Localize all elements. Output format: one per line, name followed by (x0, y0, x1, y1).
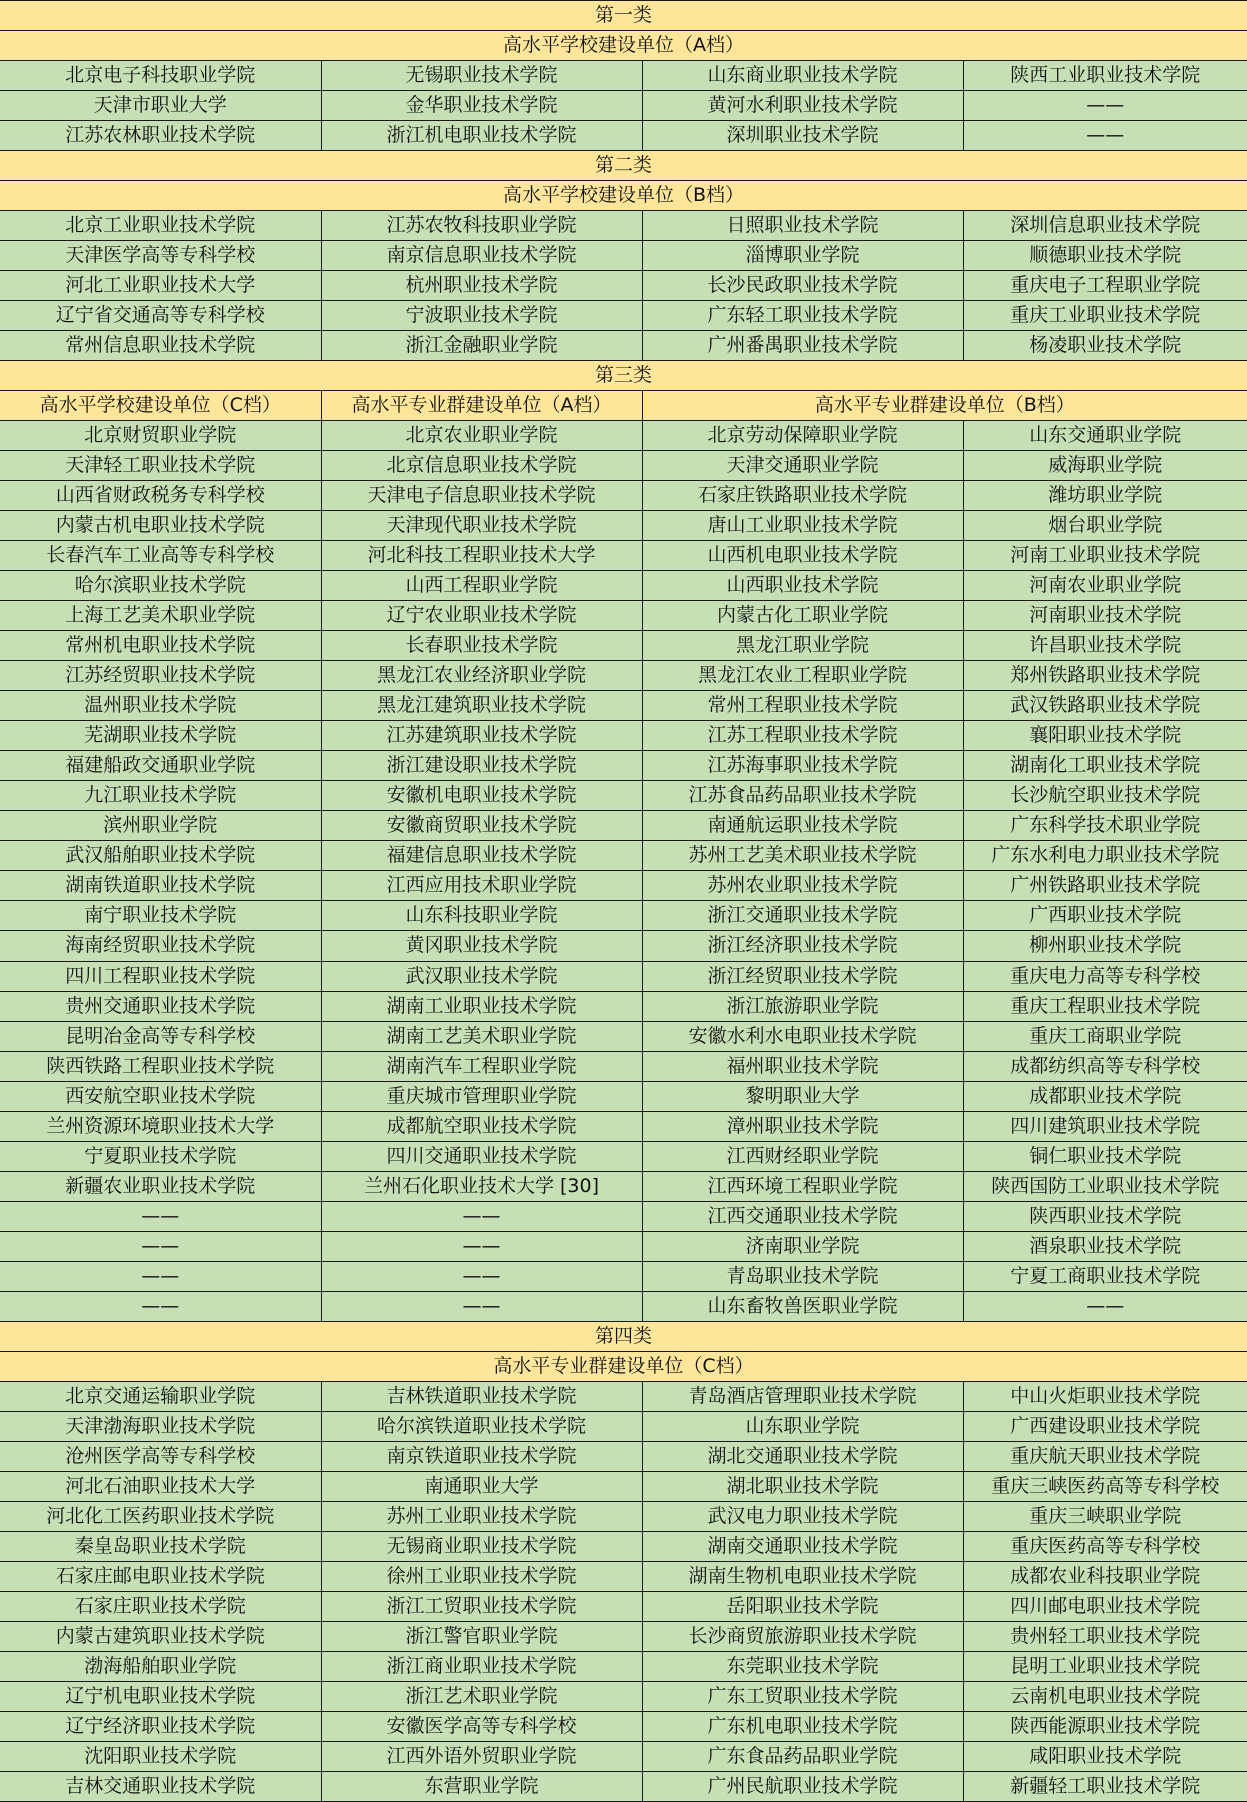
institution-name: 湖南工艺美术职业学院 (321, 1021, 642, 1051)
table-row (0, 1651, 1247, 1681)
institution-name: 无锡职业技术学院 (321, 61, 642, 91)
institution-name: 山东交通职业学院 (963, 421, 1247, 451)
institution-name: 北京交通运输职业学院 (0, 1381, 321, 1411)
institution-name: 杭州职业技术学院 (321, 271, 642, 301)
institution-name: 浙江建设职业技术学院 (321, 751, 642, 781)
empty-cell: —— (963, 1291, 1247, 1321)
table-row (0, 601, 1247, 631)
institution-name: 滨州职业学院 (0, 811, 321, 841)
category-title: 第二类 (0, 151, 1247, 181)
institution-name: 山西机电职业技术学院 (642, 541, 963, 571)
table-row (0, 1741, 1247, 1771)
institution-name: 岳阳职业技术学院 (642, 1591, 963, 1621)
table-row (0, 931, 1247, 961)
institution-name: 湖北职业技术学院 (642, 1471, 963, 1501)
institution-name: 重庆城市管理职业学院 (321, 1081, 642, 1111)
institution-name: 浙江交通职业技术学院 (642, 901, 963, 931)
tier-header-row (0, 181, 1247, 211)
institution-name: 江西财经职业学院 (642, 1141, 963, 1171)
institution-name: 重庆三峡医药高等专科学校 (963, 1471, 1247, 1501)
table-row (0, 1441, 1247, 1471)
institution-name: 金华职业技术学院 (321, 91, 642, 121)
table-row (0, 721, 1247, 751)
institution-name: 江西外语外贸职业学院 (321, 1741, 642, 1771)
institution-name: 重庆电力高等专科学校 (963, 961, 1247, 991)
table-row (0, 1141, 1247, 1171)
institution-name: 云南机电职业技术学院 (963, 1681, 1247, 1711)
empty-cell: —— (963, 121, 1247, 151)
institution-name: 天津市职业大学 (0, 91, 321, 121)
institution-name: 武汉职业技术学院 (321, 961, 642, 991)
tier-title: 高水平学校建设单位（A档） (0, 31, 1247, 61)
institution-name: 贵州交通职业技术学院 (0, 991, 321, 1021)
table-row (0, 1021, 1247, 1051)
table-row (0, 1381, 1247, 1411)
institution-name: 江西环境工程职业学院 (642, 1171, 963, 1201)
institution-name: 常州信息职业技术学院 (0, 331, 321, 361)
tier-title: 高水平学校建设单位（B档） (0, 181, 1247, 211)
institution-name: 顺德职业技术学院 (963, 241, 1247, 271)
institution-name: 江苏农牧科技职业学院 (321, 211, 642, 241)
institution-name: 黑龙江农业工程职业学院 (642, 661, 963, 691)
table-row (0, 1711, 1247, 1741)
institution-name: 内蒙古机电职业技术学院 (0, 511, 321, 541)
institution-name: 四川工程职业技术学院 (0, 961, 321, 991)
institution-name: 中山火炬职业技术学院 (963, 1381, 1247, 1411)
institution-name: 山西工程职业学院 (321, 571, 642, 601)
institution-name: 东营职业学院 (321, 1771, 642, 1801)
table-row (0, 1111, 1247, 1141)
institution-name: 武汉铁路职业技术学院 (963, 691, 1247, 721)
institution-name: 威海职业学院 (963, 451, 1247, 481)
institution-name: 长沙民政职业技术学院 (642, 271, 963, 301)
institution-name: 成都职业技术学院 (963, 1081, 1247, 1111)
table-row (0, 1471, 1247, 1501)
institution-name: 成都农业科技职业学院 (963, 1561, 1247, 1591)
institution-name: 日照职业技术学院 (642, 211, 963, 241)
institution-name: 湖南铁道职业技术学院 (0, 871, 321, 901)
institution-name: 新疆轻工职业技术学院 (963, 1771, 1247, 1801)
table-row (0, 1411, 1247, 1441)
institution-name: 天津渤海职业技术学院 (0, 1411, 321, 1441)
institution-name: 北京财贸职业学院 (0, 421, 321, 451)
table-row (0, 811, 1247, 841)
institution-name: 陕西铁路工程职业技术学院 (0, 1051, 321, 1081)
institution-name: 浙江经贸职业技术学院 (642, 961, 963, 991)
table-row (0, 211, 1247, 241)
institution-name: 浙江警官职业学院 (321, 1621, 642, 1651)
institution-name: 昆明冶金高等专科学校 (0, 1021, 321, 1051)
table-row (0, 421, 1247, 451)
institution-name: 重庆工商职业学院 (963, 1021, 1247, 1051)
category-header-row (0, 361, 1247, 391)
institution-name: 广州民航职业技术学院 (642, 1771, 963, 1801)
institution-name: 河南职业技术学院 (963, 601, 1247, 631)
category-header-row (0, 1, 1247, 31)
institution-name: 陕西能源职业技术学院 (963, 1711, 1247, 1741)
institution-name: 浙江金融职业学院 (321, 331, 642, 361)
tier-title: 高水平专业群建设单位（B档） (642, 391, 1247, 421)
institution-name: 浙江经济职业技术学院 (642, 931, 963, 961)
institution-name: 北京信息职业技术学院 (321, 451, 642, 481)
table-row (0, 1231, 1247, 1261)
institution-name: 四川邮电职业技术学院 (963, 1591, 1247, 1621)
institution-name: 石家庄职业技术学院 (0, 1591, 321, 1621)
empty-cell: —— (963, 91, 1247, 121)
table-row (0, 481, 1247, 511)
institution-name: 许昌职业技术学院 (963, 631, 1247, 661)
table-row (0, 691, 1247, 721)
institution-name: 天津电子信息职业技术学院 (321, 481, 642, 511)
tier-header-row (0, 31, 1247, 61)
table-row (0, 331, 1247, 361)
table-row (0, 241, 1247, 271)
institution-name: 河北工业职业技术大学 (0, 271, 321, 301)
institution-name: 天津现代职业技术学院 (321, 511, 642, 541)
institution-name: 广东水利电力职业技术学院 (963, 841, 1247, 871)
institution-name: 黑龙江职业学院 (642, 631, 963, 661)
institution-name: 兰州资源环境职业技术大学 (0, 1111, 321, 1141)
institution-name: 内蒙古建筑职业技术学院 (0, 1621, 321, 1651)
table-row (0, 541, 1247, 571)
table-row (0, 631, 1247, 661)
institution-name: 吉林交通职业技术学院 (0, 1771, 321, 1801)
institution-name: 漳州职业技术学院 (642, 1111, 963, 1141)
institution-name: 广东科学技术职业学院 (963, 811, 1247, 841)
table-row (0, 841, 1247, 871)
institution-name: 常州工程职业技术学院 (642, 691, 963, 721)
institution-name: 烟台职业学院 (963, 511, 1247, 541)
institution-name: 南宁职业技术学院 (0, 901, 321, 931)
institution-name: 陕西职业技术学院 (963, 1201, 1247, 1231)
institution-name: 南通职业大学 (321, 1471, 642, 1501)
institution-name: 深圳职业技术学院 (642, 121, 963, 151)
table-row (0, 61, 1247, 91)
institution-name: 江苏食品药品职业技术学院 (642, 781, 963, 811)
institution-name: 唐山工业职业技术学院 (642, 511, 963, 541)
institution-name: 石家庄铁路职业技术学院 (642, 481, 963, 511)
institution-name: 哈尔滨职业技术学院 (0, 571, 321, 601)
institution-name: 苏州工业职业技术学院 (321, 1501, 642, 1531)
institution-name: 江西应用技术职业学院 (321, 871, 642, 901)
institution-name: 九江职业技术学院 (0, 781, 321, 811)
institution-name: 长春汽车工业高等专科学校 (0, 541, 321, 571)
institution-name: 长春职业技术学院 (321, 631, 642, 661)
institution-name: 福州职业技术学院 (642, 1051, 963, 1081)
institution-name: 黑龙江农业经济职业学院 (321, 661, 642, 691)
institution-name: 南通航运职业技术学院 (642, 811, 963, 841)
institution-name: 西安航空职业技术学院 (0, 1081, 321, 1111)
institution-name: 长沙商贸旅游职业技术学院 (642, 1621, 963, 1651)
table-row (0, 1261, 1247, 1291)
table-row (0, 1621, 1247, 1651)
institution-name: 淄博职业学院 (642, 241, 963, 271)
institution-name: 山西省财政税务专科学校 (0, 481, 321, 511)
table-row (0, 301, 1247, 331)
institution-name: 上海工艺美术职业学院 (0, 601, 321, 631)
institution-name: 湖南化工职业技术学院 (963, 751, 1247, 781)
institution-name: 北京劳动保障职业学院 (642, 421, 963, 451)
institution-name: 河北化工医药职业技术学院 (0, 1501, 321, 1531)
table-row (0, 1531, 1247, 1561)
institution-name: 芜湖职业技术学院 (0, 721, 321, 751)
category-header-row (0, 151, 1247, 181)
institution-name: 陕西国防工业职业技术学院 (963, 1171, 1247, 1201)
table-row (0, 1081, 1247, 1111)
table-row (0, 871, 1247, 901)
table-row (0, 1291, 1247, 1321)
institution-name: 黄河水利职业技术学院 (642, 91, 963, 121)
institution-name: 苏州农业职业技术学院 (642, 871, 963, 901)
institution-name: 南京铁道职业技术学院 (321, 1441, 642, 1471)
table-row (0, 1771, 1247, 1801)
empty-cell: —— (0, 1231, 321, 1261)
institution-name: 杨凌职业技术学院 (963, 331, 1247, 361)
institution-name: 山西职业技术学院 (642, 571, 963, 601)
table-row (0, 511, 1247, 541)
institution-name: 重庆工业职业技术学院 (963, 301, 1247, 331)
institution-name: 广东工贸职业技术学院 (642, 1681, 963, 1711)
institution-name: 咸阳职业技术学院 (963, 1741, 1247, 1771)
table-row (0, 91, 1247, 121)
institution-name: 重庆三峡职业学院 (963, 1501, 1247, 1531)
institution-name: 广西职业技术学院 (963, 901, 1247, 931)
institution-name: 秦皇岛职业技术学院 (0, 1531, 321, 1561)
table-row (0, 901, 1247, 931)
institution-name: 湖南汽车工程职业学院 (321, 1051, 642, 1081)
table-row (0, 781, 1247, 811)
institution-name: 辽宁省交通高等专科学校 (0, 301, 321, 331)
institution-name: 浙江旅游职业学院 (642, 991, 963, 1021)
institution-name: 昆明工业职业技术学院 (963, 1651, 1247, 1681)
institution-name: 柳州职业技术学院 (963, 931, 1247, 961)
institution-name: 广州番禺职业技术学院 (642, 331, 963, 361)
institution-name: 山东畜牧兽医职业学院 (642, 1291, 963, 1321)
institution-name: 福建信息职业技术学院 (321, 841, 642, 871)
table-row (0, 661, 1247, 691)
institution-name: 辽宁机电职业技术学院 (0, 1681, 321, 1711)
institution-name: 郑州铁路职业技术学院 (963, 661, 1247, 691)
institution-name: 温州职业技术学院 (0, 691, 321, 721)
institution-name: 江苏经贸职业技术学院 (0, 661, 321, 691)
institution-name: 无锡商业职业技术学院 (321, 1531, 642, 1561)
tier-title: 高水平学校建设单位（C档） (0, 391, 321, 421)
institution-name: 长沙航空职业技术学院 (963, 781, 1247, 811)
category-title: 第三类 (0, 361, 1247, 391)
institution-name: 重庆医药高等专科学校 (963, 1531, 1247, 1561)
institution-name: 北京工业职业技术学院 (0, 211, 321, 241)
institution-name: 深圳信息职业技术学院 (963, 211, 1247, 241)
table-row (0, 1501, 1247, 1531)
empty-cell: —— (321, 1261, 642, 1291)
institution-name: 哈尔滨铁道职业技术学院 (321, 1411, 642, 1441)
institution-name: 南京信息职业技术学院 (321, 241, 642, 271)
institution-name: 安徽医学高等专科学校 (321, 1711, 642, 1741)
institution-name: 北京农业职业学院 (321, 421, 642, 451)
institution-name: 安徽机电职业技术学院 (321, 781, 642, 811)
empty-cell: —— (0, 1291, 321, 1321)
institution-name: 兰州石化职业技术大学 [30] (321, 1171, 642, 1201)
table-row (0, 1201, 1247, 1231)
institution-name: 北京电子科技职业学院 (0, 61, 321, 91)
table-row (0, 961, 1247, 991)
institution-name: 四川交通职业技术学院 (321, 1141, 642, 1171)
category-title: 第四类 (0, 1321, 1247, 1351)
institution-name: 常州机电职业技术学院 (0, 631, 321, 661)
institution-name: 山东商业职业技术学院 (642, 61, 963, 91)
empty-cell: —— (321, 1231, 642, 1261)
institution-name: 黄冈职业技术学院 (321, 931, 642, 961)
tier-title: 高水平专业群建设单位（C档） (0, 1351, 1247, 1381)
institution-name: 广西建设职业技术学院 (963, 1411, 1247, 1441)
empty-cell: —— (0, 1201, 321, 1231)
institution-name: 贵州轻工职业技术学院 (963, 1621, 1247, 1651)
institution-name: 潍坊职业学院 (963, 481, 1247, 511)
table-row (0, 571, 1247, 601)
institution-name: 河北石油职业技术大学 (0, 1471, 321, 1501)
institution-name: 沧州医学高等专科学校 (0, 1441, 321, 1471)
institution-name: 天津交通职业学院 (642, 451, 963, 481)
institution-name: 吉林铁道职业技术学院 (321, 1381, 642, 1411)
institution-name: 济南职业学院 (642, 1231, 963, 1261)
institution-name: 福建船政交通职业学院 (0, 751, 321, 781)
institution-name: 武汉电力职业技术学院 (642, 1501, 963, 1531)
table-row (0, 1051, 1247, 1081)
institution-name: 湖南工业职业技术学院 (321, 991, 642, 1021)
empty-cell: —— (0, 1261, 321, 1291)
institution-name: 渤海船舶职业学院 (0, 1651, 321, 1681)
table-row (0, 1561, 1247, 1591)
institution-name: 铜仁职业技术学院 (963, 1141, 1247, 1171)
table-row (0, 1171, 1247, 1201)
table-row (0, 271, 1247, 301)
institution-name: 河北科技工程职业技术大学 (321, 541, 642, 571)
institution-name: 重庆电子工程职业学院 (963, 271, 1247, 301)
table-row (0, 451, 1247, 481)
institution-name: 江苏农林职业技术学院 (0, 121, 321, 151)
institution-name: 江苏建筑职业技术学院 (321, 721, 642, 751)
table-row (0, 751, 1247, 781)
institution-name: 安徽水利水电职业技术学院 (642, 1021, 963, 1051)
institution-name: 黑龙江建筑职业技术学院 (321, 691, 642, 721)
institution-name: 重庆工程职业技术学院 (963, 991, 1247, 1021)
institution-name: 安徽商贸职业技术学院 (321, 811, 642, 841)
institution-name: 河南工业职业技术学院 (963, 541, 1247, 571)
institution-name: 内蒙古化工职业学院 (642, 601, 963, 631)
category-header-row (0, 1321, 1247, 1351)
table-row (0, 991, 1247, 1021)
institution-name: 湖南交通职业技术学院 (642, 1531, 963, 1561)
institution-name: 山东职业学院 (642, 1411, 963, 1441)
institution-name: 广东食品药品职业学院 (642, 1741, 963, 1771)
tier-title: 高水平专业群建设单位（A档） (321, 391, 642, 421)
institution-name: 天津医学高等专科学校 (0, 241, 321, 271)
institution-name: 浙江商业职业技术学院 (321, 1651, 642, 1681)
institution-name: 宁波职业技术学院 (321, 301, 642, 331)
institution-name: 东莞职业技术学院 (642, 1651, 963, 1681)
institution-name: 陕西工业职业技术学院 (963, 61, 1247, 91)
institution-name: 辽宁经济职业技术学院 (0, 1711, 321, 1741)
institution-name: 河南农业职业学院 (963, 571, 1247, 601)
table-row (0, 1591, 1247, 1621)
institution-name: 天津轻工职业技术学院 (0, 451, 321, 481)
institution-name: 苏州工艺美术职业技术学院 (642, 841, 963, 871)
institution-name: 青岛职业技术学院 (642, 1261, 963, 1291)
institution-name: 浙江艺术职业学院 (321, 1681, 642, 1711)
institution-name: 广东轻工职业技术学院 (642, 301, 963, 331)
institution-name: 浙江机电职业技术学院 (321, 121, 642, 151)
institution-name: 辽宁农业职业技术学院 (321, 601, 642, 631)
institution-name: 海南经贸职业技术学院 (0, 931, 321, 961)
institution-name: 青岛酒店管理职业技术学院 (642, 1381, 963, 1411)
institution-name: 湖北交通职业技术学院 (642, 1441, 963, 1471)
institution-name: 酒泉职业技术学院 (963, 1231, 1247, 1261)
institution-name: 广州铁路职业技术学院 (963, 871, 1247, 901)
table-row (0, 121, 1247, 151)
tier-header-row (0, 391, 1247, 421)
category-title: 第一类 (0, 1, 1247, 31)
institution-name: 江苏工程职业技术学院 (642, 721, 963, 751)
institution-name: 襄阳职业技术学院 (963, 721, 1247, 751)
tier-header-row (0, 1351, 1247, 1381)
institution-name: 新疆农业职业技术学院 (0, 1171, 321, 1201)
institution-name: 宁夏工商职业技术学院 (963, 1261, 1247, 1291)
institution-name: 武汉船舶职业技术学院 (0, 841, 321, 871)
empty-cell: —— (321, 1201, 642, 1231)
institution-name: 沈阳职业技术学院 (0, 1741, 321, 1771)
table-row (0, 1681, 1247, 1711)
institution-name: 石家庄邮电职业技术学院 (0, 1561, 321, 1591)
institution-name: 浙江工贸职业技术学院 (321, 1591, 642, 1621)
institution-name: 黎明职业大学 (642, 1081, 963, 1111)
institution-name: 湖南生物机电职业技术学院 (642, 1561, 963, 1591)
institution-name: 江苏海事职业技术学院 (642, 751, 963, 781)
institution-name: 宁夏职业技术学院 (0, 1141, 321, 1171)
institution-name: 徐州工业职业技术学院 (321, 1561, 642, 1591)
institution-name: 重庆航天职业技术学院 (963, 1441, 1247, 1471)
empty-cell: —— (321, 1291, 642, 1321)
institution-name: 山东科技职业学院 (321, 901, 642, 931)
institution-name: 江西交通职业技术学院 (642, 1201, 963, 1231)
institution-name: 广东机电职业技术学院 (642, 1711, 963, 1741)
institution-name: 成都航空职业技术学院 (321, 1111, 642, 1141)
institution-name: 四川建筑职业技术学院 (963, 1111, 1247, 1141)
table-body (0, 1, 1247, 1802)
institution-name: 成都纺织高等专科学校 (963, 1051, 1247, 1081)
